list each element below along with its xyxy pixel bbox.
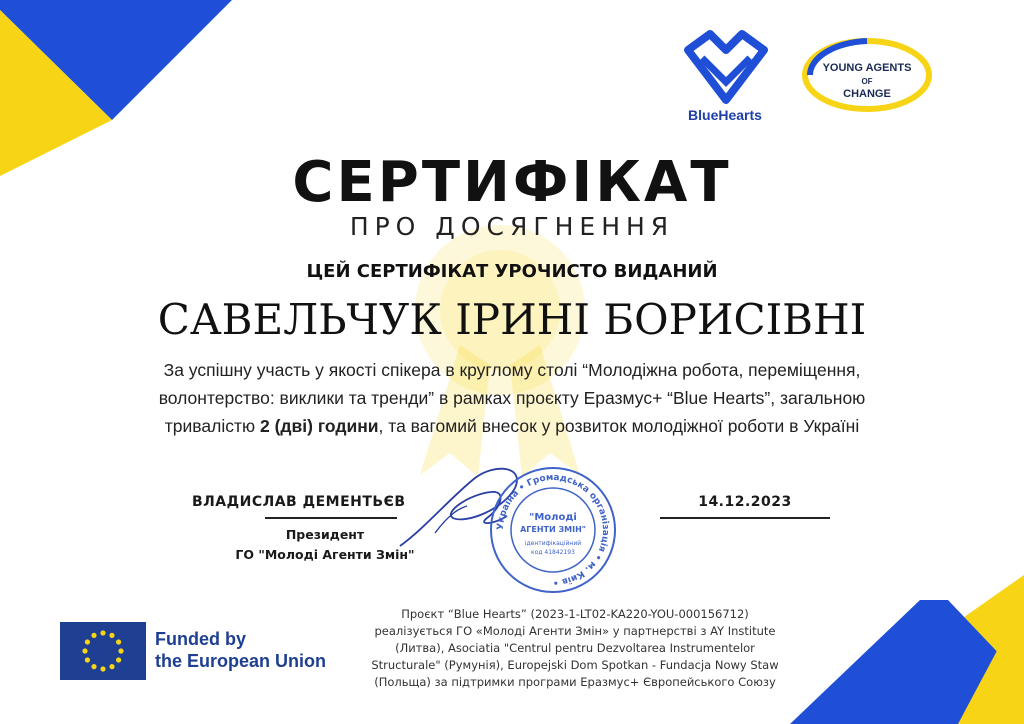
eu-funding-text bbox=[155, 628, 326, 672]
eu-funding-line2: the European Union bbox=[155, 651, 326, 671]
certificate-date: 14.12.2023 bbox=[698, 494, 792, 510]
project-info-line2: реалізується ГО «Молоді Агенти Змін» у партнерстві з AY Institute bbox=[374, 624, 776, 638]
bluehearts-logo-label: BlueHearts bbox=[688, 107, 762, 123]
yac-line1: YOUNG AGENTS bbox=[822, 62, 912, 74]
stamp-id-label: ідентифікаційний bbox=[524, 540, 582, 547]
yac-line3: CHANGE bbox=[843, 88, 891, 100]
yac-line2: OF bbox=[861, 77, 873, 86]
young-agents-logo-text bbox=[812, 62, 922, 101]
project-info-line3: (Литва), Asociatia "Centrul pentru Dezvoltarea Instrumentelor bbox=[395, 641, 755, 655]
eu-funding-line1: Funded by bbox=[155, 629, 246, 649]
recipient-name: САВЕЛЬЧУК ІРИНІ БОРИСІВНІ bbox=[157, 295, 867, 344]
signer-organization: ГО "Молоді Агенти Змін" bbox=[235, 547, 415, 562]
certificate-title: СЕРТИФІКАТ bbox=[292, 150, 732, 215]
signer-role: Президент bbox=[285, 527, 365, 542]
organization-stamp bbox=[488, 465, 618, 595]
corner-decoration-bottom-right bbox=[780, 560, 1024, 724]
stamp-id-code: код 41842193 bbox=[531, 549, 575, 556]
certificate-body-text bbox=[112, 356, 912, 440]
signer-name: ВЛАДИСЛАВ ДЕМЕНТЬЄВ bbox=[192, 494, 406, 510]
body-text-part1: За успішну участь у якості спікера в круглому столі “Молодіжна робота, переміщення, волонтерство: виклики та тренди” в рамках проєкту Еразмус+ “Blue Hearts”, загальною тривалістю bbox=[158, 360, 866, 436]
stamp-center-line1: "Молоді bbox=[529, 512, 577, 523]
project-info bbox=[340, 606, 810, 691]
eu-flag-icon bbox=[60, 622, 146, 680]
bluehearts-logo-icon bbox=[680, 28, 770, 106]
date-line bbox=[660, 517, 830, 519]
seal-ribbon-watermark bbox=[390, 215, 610, 485]
awarded-line: ЦЕЙ СЕРТИФІКАТ УРОЧИСТО ВИДАНИЙ bbox=[306, 261, 718, 282]
certificate-subtitle: ПРО ДОСЯГНЕННЯ bbox=[349, 212, 675, 241]
stamp-ring-text: Україна • Громадська організація • м. Київ • bbox=[495, 472, 611, 588]
signature-line bbox=[265, 517, 397, 519]
body-text-part2: , та вагомий внесок у розвиток молодіжної роботи в Україні bbox=[378, 416, 860, 436]
project-info-line5: (Польща) за підтримки програми Еразмус+ Європейського Союзу bbox=[374, 675, 776, 689]
project-info-line1: Проєкт “Blue Hearts” (2023-1-LT02-KA220-YOU-000156712) bbox=[401, 607, 749, 621]
stamp-center-line2: АГЕНТИ ЗМІН" bbox=[520, 525, 586, 534]
body-text-duration: 2 (дві) години bbox=[259, 416, 379, 436]
project-info-line4: Structurale" (Румунія), Europejski Dom Spotkan - Fundacja Nowy Staw bbox=[371, 658, 779, 672]
